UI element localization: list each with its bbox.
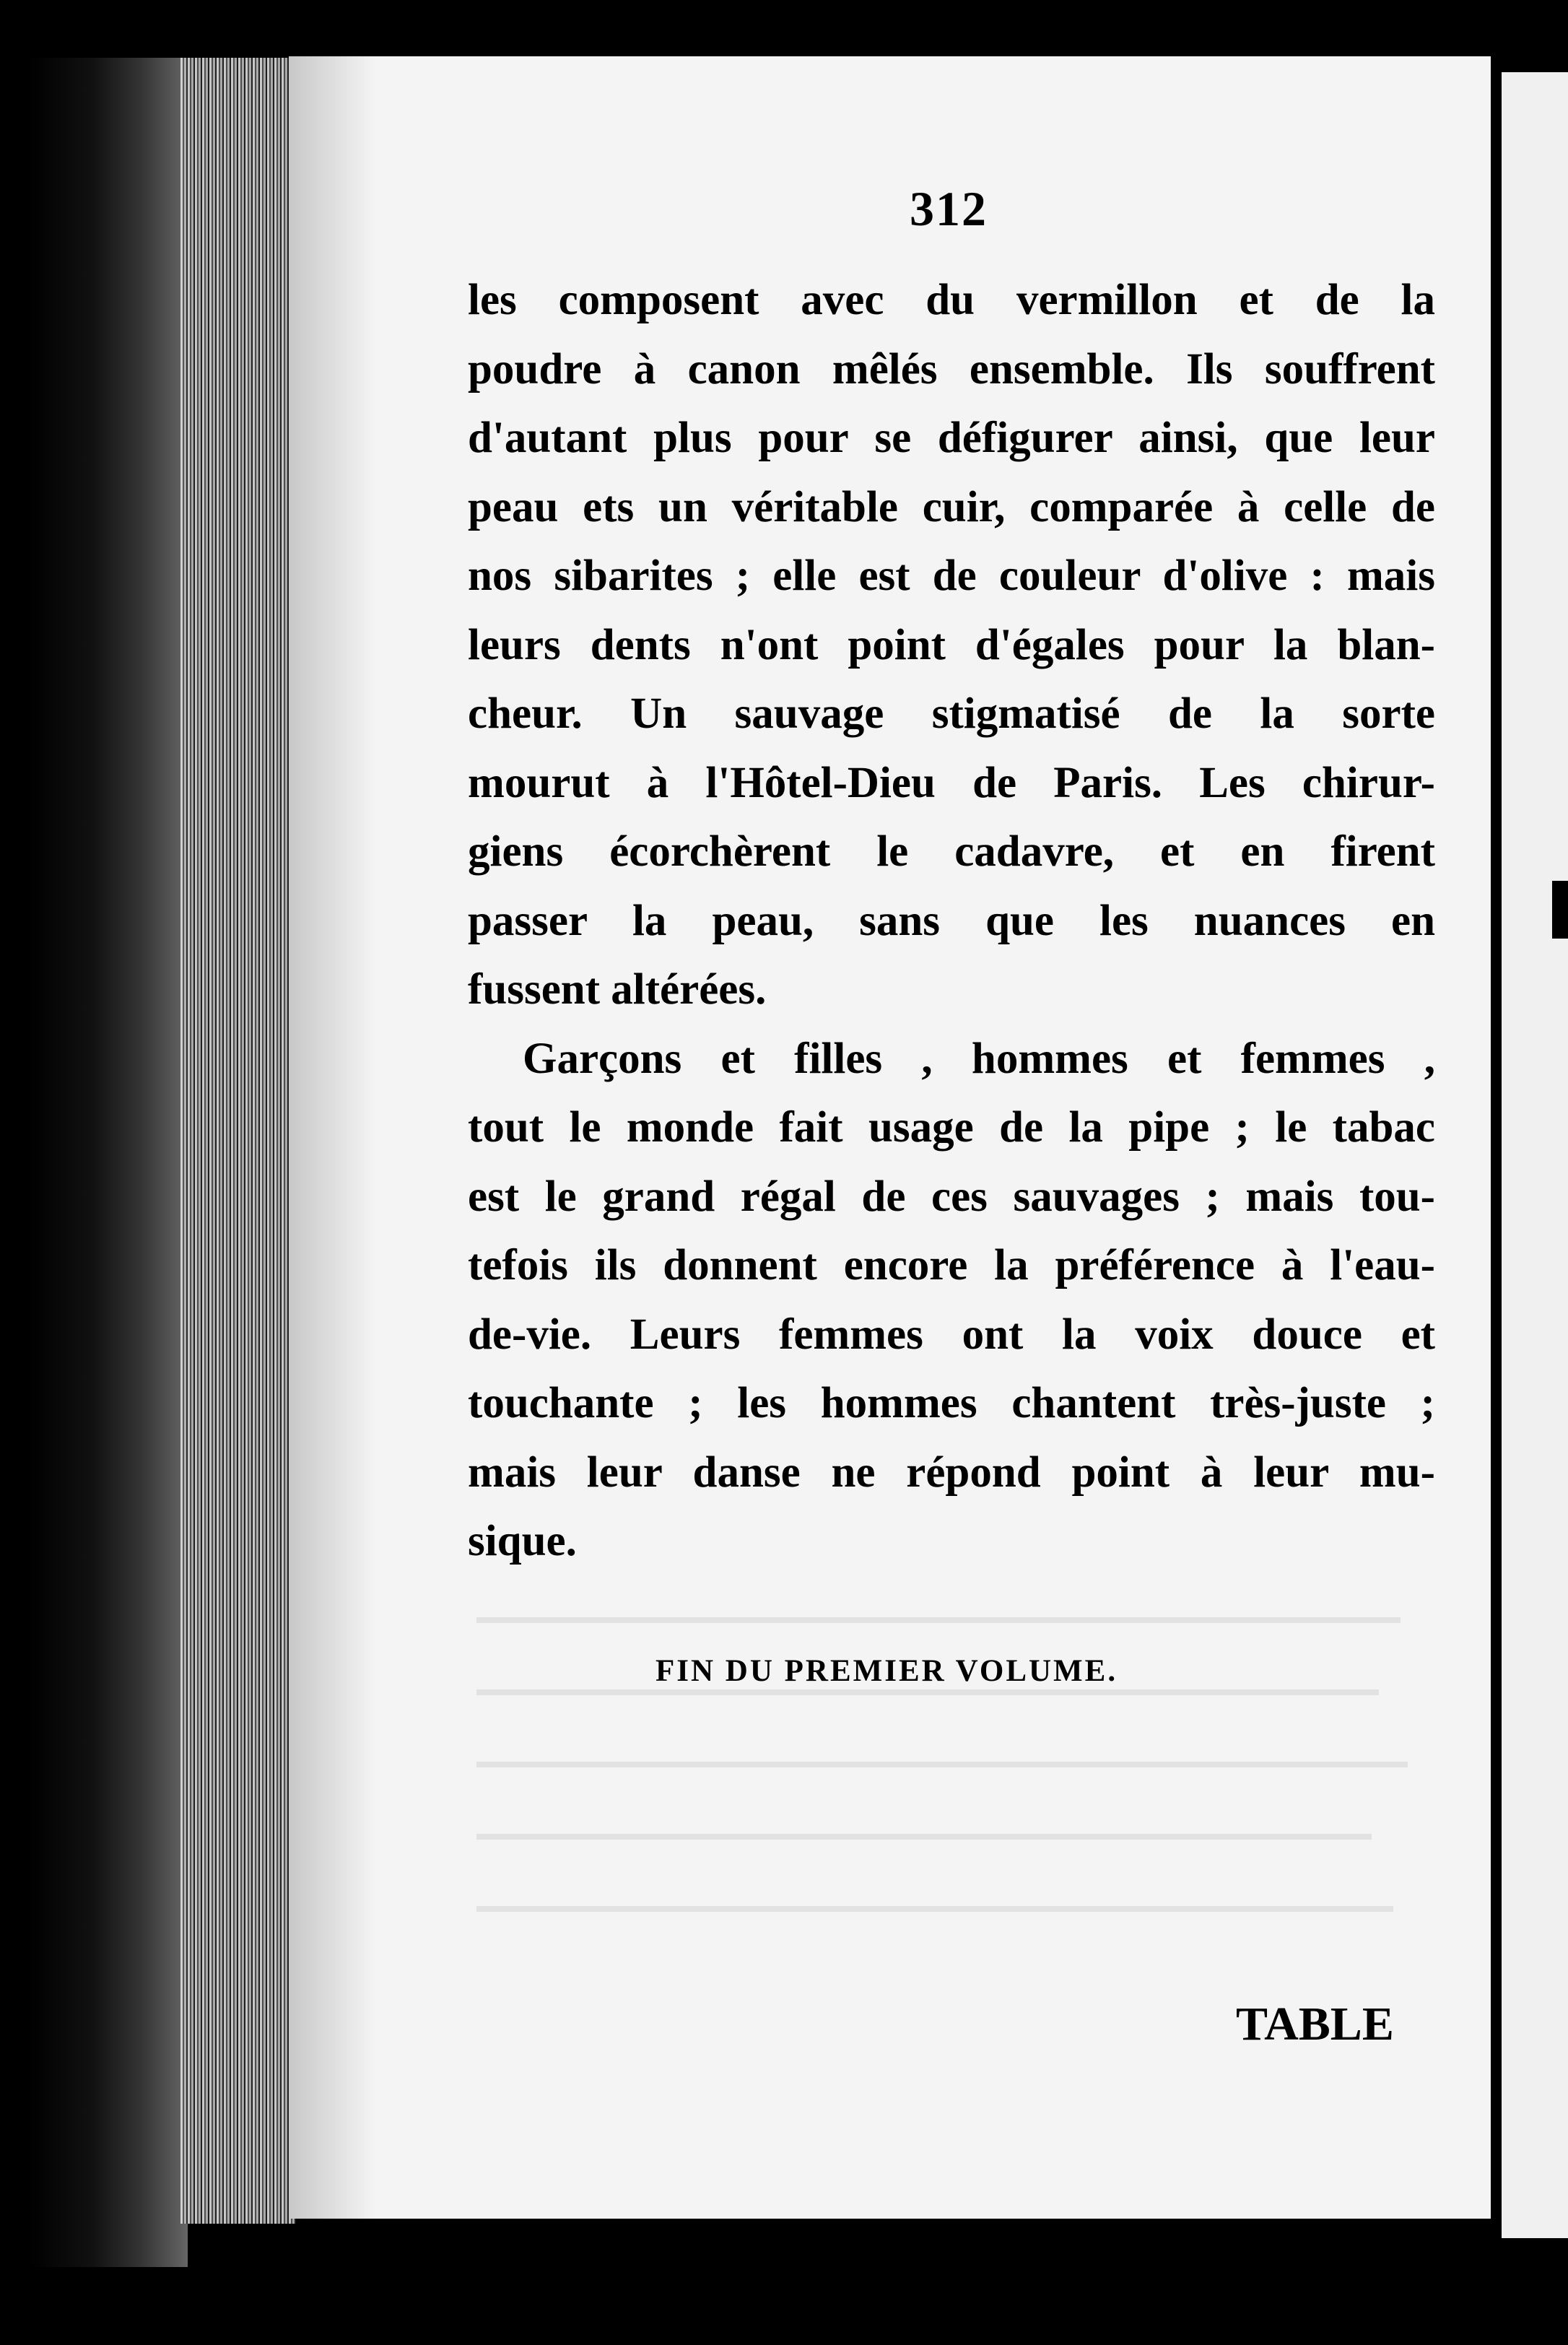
facing-page-mark — [1552, 881, 1568, 939]
text-line: peau ets un véritable cuir, comparée à celle de — [468, 482, 1435, 531]
text-line: mourut à l'Hôtel-Dieu de Paris. Les chirur- — [468, 758, 1435, 807]
text-line: les composent avec du vermillon et de la — [468, 276, 1435, 324]
show-through-line — [476, 1762, 1408, 1767]
show-through-line — [476, 1617, 1401, 1623]
text-line: de-vie. Leurs femmes ont la voix douce et — [468, 1310, 1435, 1359]
text-line: Garçons et filles , hommes et femmes , — [523, 1034, 1435, 1083]
page-number: 312 — [910, 181, 988, 236]
show-through-line — [476, 1906, 1393, 1912]
text-line: touchante ; les hommes chantent très-juste ; — [468, 1379, 1435, 1427]
body-text — [468, 266, 1435, 1576]
text-line: poudre à canon mêlés ensemble. Ils souffrent — [468, 344, 1435, 393]
text-line: leurs dents n'ont point d'égales pour la blan- — [468, 620, 1435, 669]
text-line: giens écorchèrent le cadavre, et en firent — [468, 827, 1435, 876]
text-line: tout le monde fait usage de la pipe ; le tabac — [468, 1103, 1435, 1152]
facing-page-edge — [1502, 72, 1568, 2238]
colophon: FIN DU PREMIER VOLUME. — [655, 1654, 1118, 1688]
page-edges — [180, 58, 296, 2224]
show-through-line — [476, 1834, 1372, 1840]
text-line: d'autant plus pour se défigurer ainsi, que leur — [468, 414, 1435, 462]
text-line: tefois ils donnent encore la préférence à l'eau- — [468, 1241, 1435, 1289]
text-line: est le grand régal de ces sauvages ; mais tou- — [468, 1172, 1435, 1221]
text-line: sique. — [468, 1517, 577, 1565]
text-line: nos sibarites ; elle est de couleur d'olive : mais — [468, 552, 1435, 600]
text-line: fussent altérées. — [468, 965, 767, 1014]
text-line: passer la peau, sans que les nuances en — [468, 896, 1435, 945]
show-through-line — [476, 1689, 1379, 1695]
text-line: cheur. Un sauvage stigmatisé de la sorte — [468, 689, 1435, 738]
catchword: TABLE — [1236, 1998, 1394, 2050]
book-binding — [29, 58, 188, 2267]
page-shadow — [289, 56, 375, 2219]
text-line: mais leur danse ne répond point à leur mu- — [468, 1448, 1435, 1497]
